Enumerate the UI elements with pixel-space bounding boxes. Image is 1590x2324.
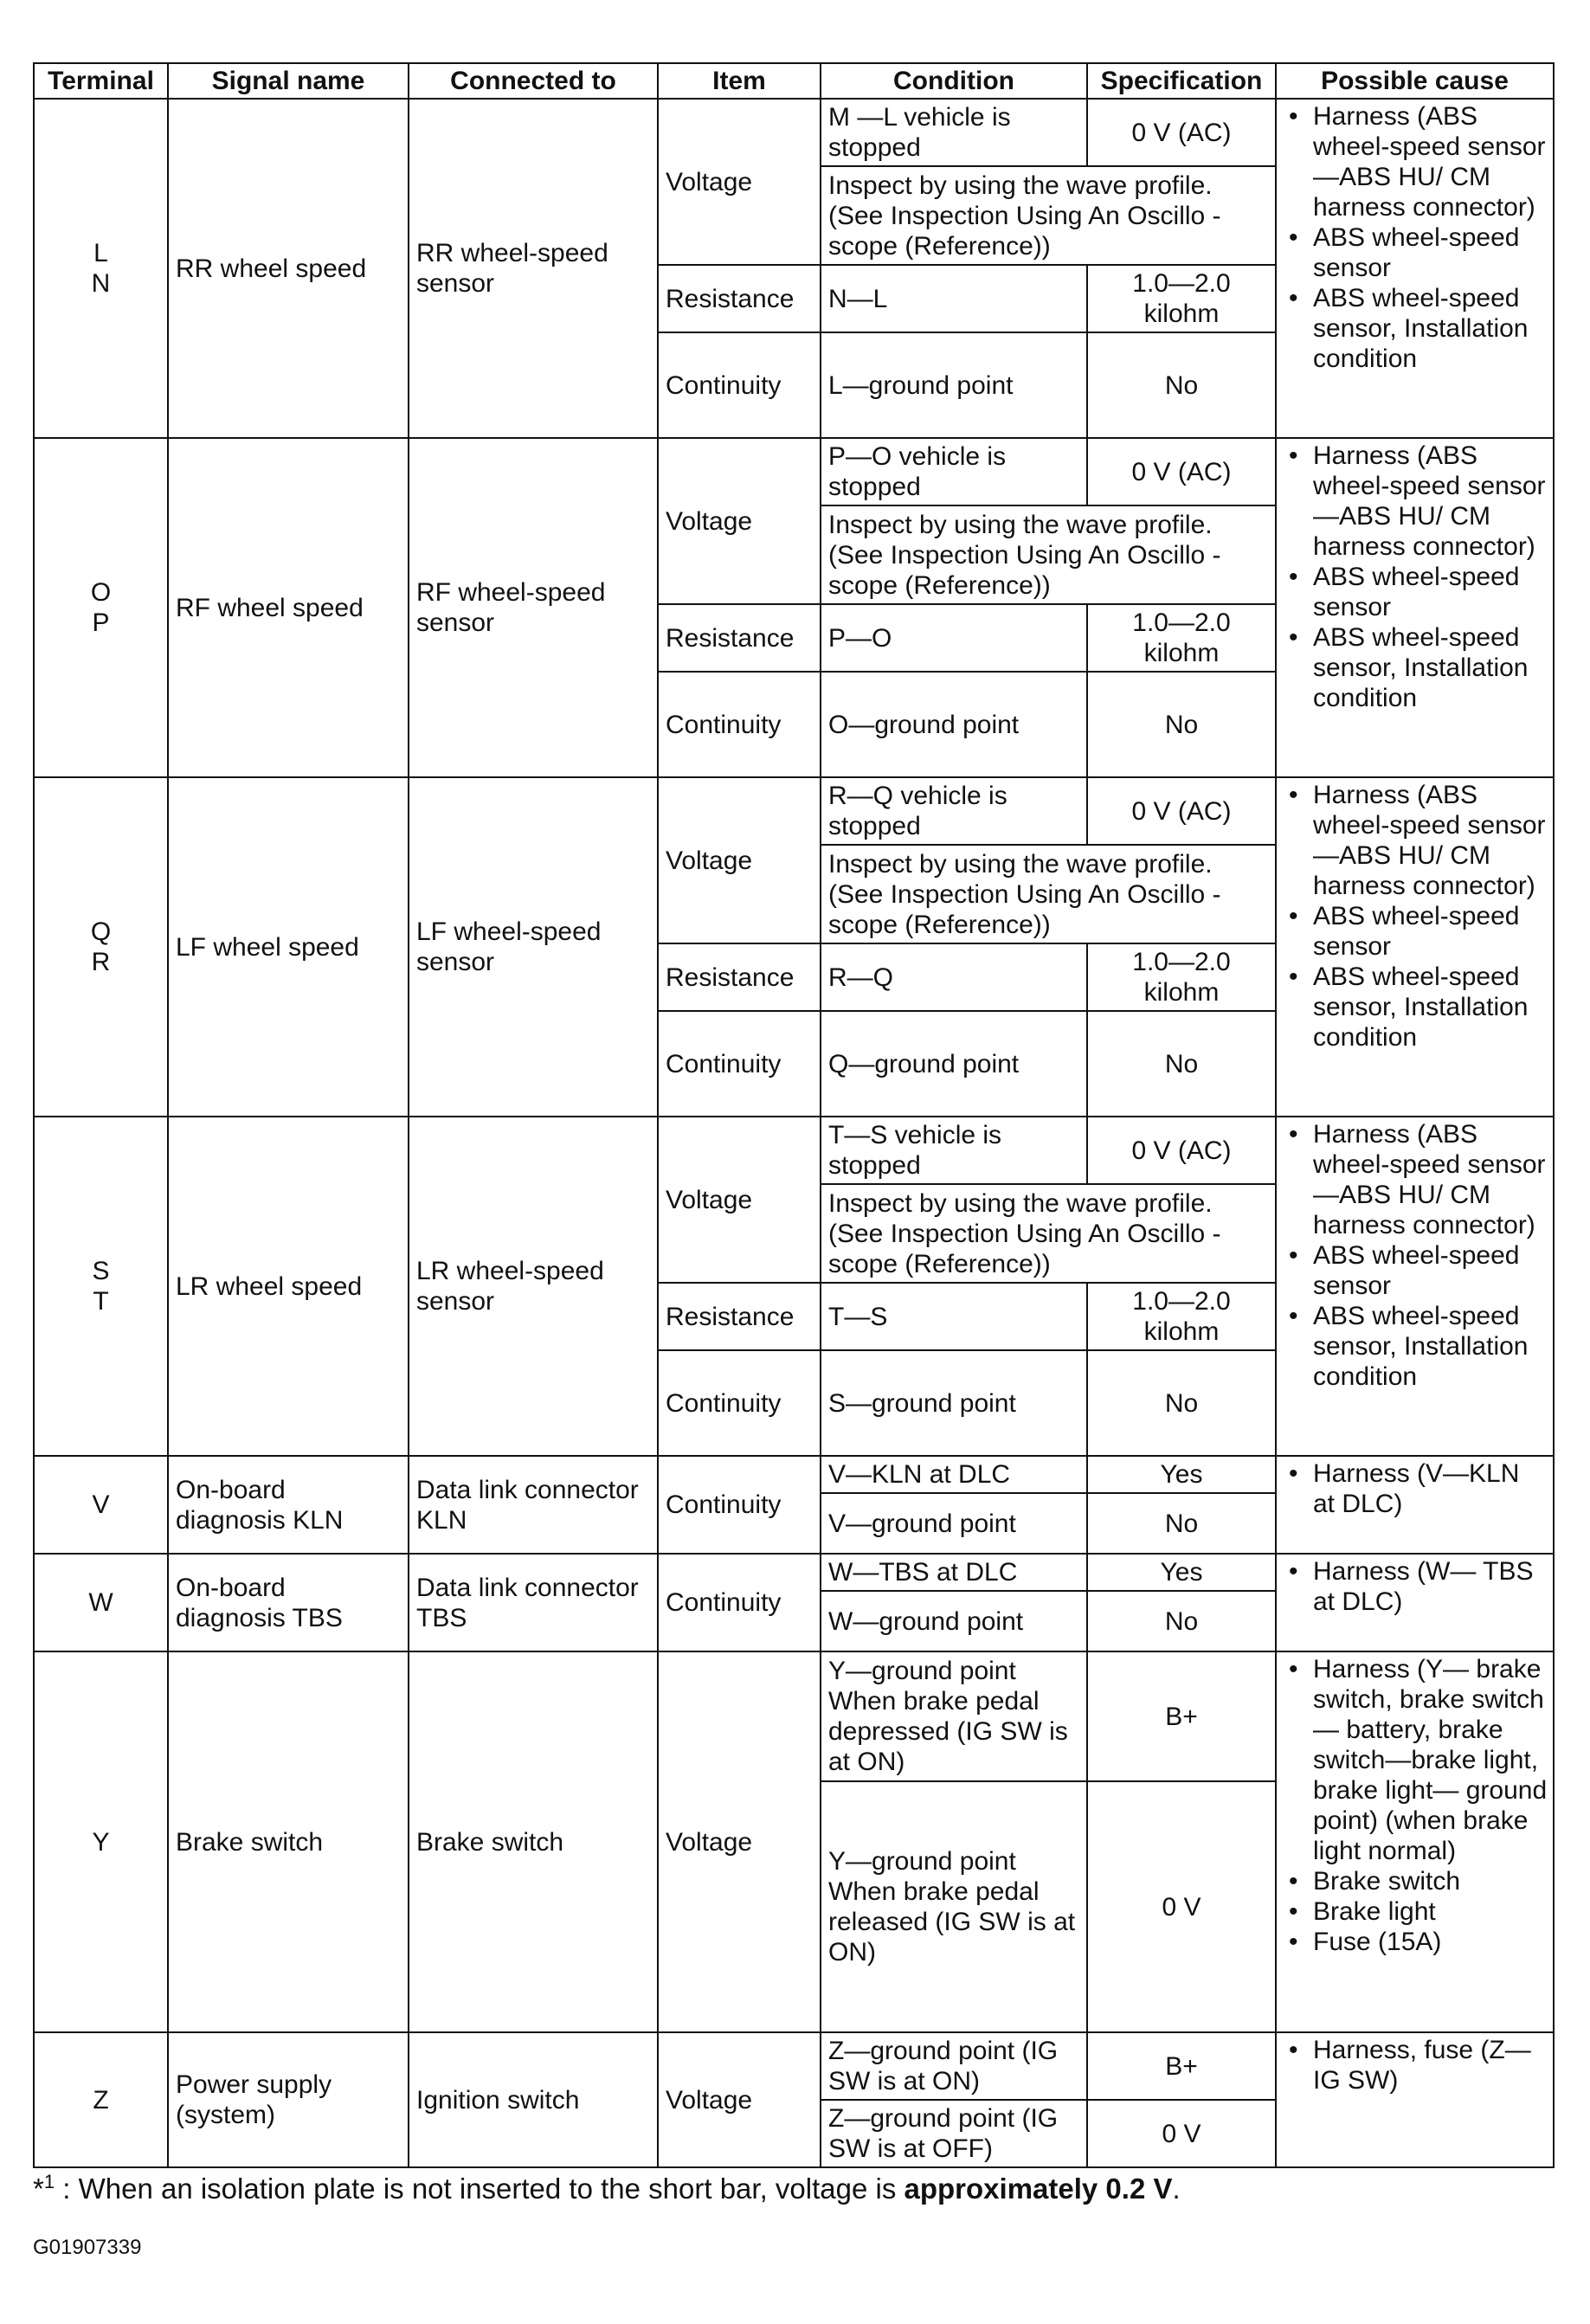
possible-cause-item: • ABS wheel-speed sensor, Installation condition — [1280, 283, 1548, 374]
footnote-marker: * — [33, 2173, 44, 2205]
condition-cell: S—ground point — [821, 1350, 1087, 1456]
figure-id: G01907339 — [33, 2236, 142, 2259]
table-header-row — [34, 63, 1554, 99]
connected-to-cell: RR wheel-speed sensor — [409, 99, 658, 438]
table-row — [34, 438, 1554, 505]
specification-cell: 0 V (AC) — [1087, 99, 1276, 166]
condition-cell: T—S — [821, 1283, 1087, 1350]
connected-to-cell: Ignition switch — [409, 2032, 658, 2167]
possible-cause-cell — [1276, 2032, 1554, 2167]
connected-to-cell: RF wheel-speed sensor — [409, 438, 658, 777]
specification-cell: 1.0—2.0 kilohm — [1087, 265, 1276, 332]
possible-cause-item: • ABS wheel-speed sensor, Installation condition — [1280, 622, 1548, 713]
possible-cause-item: • Harness (Y— brake switch, brake switch— battery, brake switch—brake light, brake light— ground point) (when brake light normal) — [1280, 1654, 1548, 1866]
condition-cell: R—Q — [821, 943, 1087, 1011]
signal-name-cell: On-board diagnosis TBS — [168, 1554, 409, 1651]
terminal-cell: V — [34, 1456, 168, 1554]
specification-cell: No — [1087, 332, 1276, 438]
header-condition: Condition — [821, 63, 1087, 99]
possible-cause-item: • Fuse (15A) — [1280, 1927, 1548, 1957]
footnote-marker-number: 1 — [43, 2171, 55, 2192]
possible-cause-item: • ABS wheel-speed sensor — [1280, 1240, 1548, 1301]
possible-cause-item: • ABS wheel-speed sensor — [1280, 562, 1548, 622]
possible-cause-cell — [1276, 777, 1554, 1117]
wave-profile-note-cell: Inspect by using the wave profile. (See Inspection Using An Oscillo - scope (Reference)) — [821, 845, 1276, 943]
possible-cause-cell — [1276, 438, 1554, 777]
condition-cell: N—L — [821, 265, 1087, 332]
inspection-table-sheet — [33, 62, 1553, 2168]
table-body — [34, 99, 1554, 2167]
condition-cell: W—ground point — [821, 1591, 1087, 1651]
header-item: Item — [658, 63, 821, 99]
item-cell: Resistance — [658, 1283, 821, 1350]
item-cell: Continuity — [658, 332, 821, 438]
terminal-cell: Y — [34, 1651, 168, 2032]
possible-cause-list — [1280, 2035, 1548, 2095]
item-cell: Continuity — [658, 1456, 821, 1554]
possible-cause-item: • ABS wheel-speed sensor, Installation condition — [1280, 962, 1548, 1053]
connected-to-cell: Data link connector KLN — [409, 1456, 658, 1554]
connected-to-cell: LR wheel-speed sensor — [409, 1117, 658, 1456]
item-cell: Voltage — [658, 2032, 821, 2167]
header-specification: Specification — [1087, 63, 1276, 99]
specification-cell: 1.0—2.0 kilohm — [1087, 1283, 1276, 1350]
signal-name-cell: Brake switch — [168, 1651, 409, 2032]
specification-cell: 0 V — [1087, 2100, 1276, 2167]
item-cell: Resistance — [658, 943, 821, 1011]
item-cell: Voltage — [658, 99, 821, 265]
footnote-bold-value: approximately 0.2 V — [904, 2173, 1173, 2205]
possible-cause-item: • ABS wheel-speed sensor — [1280, 901, 1548, 962]
possible-cause-cell — [1276, 1651, 1554, 2032]
terminal-cell: Q R — [34, 777, 168, 1117]
table-row — [34, 1651, 1554, 1781]
specification-cell: Yes — [1087, 1554, 1276, 1591]
item-cell: Voltage — [658, 1651, 821, 2032]
condition-cell: W—TBS at DLC — [821, 1554, 1087, 1591]
specification-cell: No — [1087, 1591, 1276, 1651]
header-terminal: Terminal — [34, 63, 168, 99]
connected-to-cell: Data link connector TBS — [409, 1554, 658, 1651]
item-cell: Voltage — [658, 1117, 821, 1283]
terminal-cell: Z — [34, 2032, 168, 2167]
specification-cell: 0 V (AC) — [1087, 1117, 1276, 1184]
item-cell: Continuity — [658, 1554, 821, 1651]
condition-cell: P—O — [821, 604, 1087, 672]
possible-cause-list — [1280, 1458, 1548, 1519]
signal-name-cell: LR wheel speed — [168, 1117, 409, 1456]
condition-cell: Z—ground point (IG SW is at OFF) — [821, 2100, 1087, 2167]
condition-cell: M —L vehicle is stopped — [821, 99, 1087, 166]
table-row — [34, 1117, 1554, 1184]
wave-profile-note-cell: Inspect by using the wave profile. (See Inspection Using An Oscillo - scope (Reference)) — [821, 1184, 1276, 1283]
wave-profile-note-cell: Inspect by using the wave profile. (See Inspection Using An Oscillo - scope (Reference)) — [821, 166, 1276, 265]
possible-cause-list — [1280, 1556, 1548, 1617]
possible-cause-item: • Brake light — [1280, 1896, 1548, 1927]
condition-cell: P—O vehicle is stopped — [821, 438, 1087, 505]
possible-cause-item: • ABS wheel-speed sensor — [1280, 222, 1548, 283]
signal-name-cell: Power supply (system) — [168, 2032, 409, 2167]
item-cell: Continuity — [658, 1011, 821, 1117]
possible-cause-cell — [1276, 1117, 1554, 1456]
condition-cell: Z—ground point (IG SW is at ON) — [821, 2032, 1087, 2100]
connected-to-cell: LF wheel-speed sensor — [409, 777, 658, 1117]
condition-cell: V—ground point — [821, 1493, 1087, 1554]
possible-cause-list — [1280, 780, 1548, 1053]
terminal-cell: L N — [34, 99, 168, 438]
possible-cause-item: • ABS wheel-speed sensor, Installation condition — [1280, 1301, 1548, 1392]
wave-profile-note-cell: Inspect by using the wave profile. (See Inspection Using An Oscillo - scope (Reference)) — [821, 505, 1276, 604]
possible-cause-list — [1280, 441, 1548, 713]
possible-cause-cell — [1276, 1554, 1554, 1651]
possible-cause-cell — [1276, 99, 1554, 438]
specification-cell: No — [1087, 1350, 1276, 1456]
possible-cause-item: • Harness (ABS wheel-speed sensor—ABS HU/ CM harness connector) — [1280, 1119, 1548, 1240]
specification-cell: No — [1087, 672, 1276, 777]
footnote — [33, 2173, 1181, 2205]
table-row — [34, 1456, 1554, 1493]
possible-cause-cell — [1276, 1456, 1554, 1554]
condition-cell: V—KLN at DLC — [821, 1456, 1087, 1493]
specification-cell: 1.0—2.0 kilohm — [1087, 604, 1276, 672]
header-connected-to: Connected to — [409, 63, 658, 99]
specification-cell: 0 V — [1087, 1781, 1276, 2032]
specification-cell: Yes — [1087, 1456, 1276, 1493]
possible-cause-item: • Harness (ABS wheel-speed sensor—ABS HU/ CM harness connector) — [1280, 780, 1548, 901]
signal-name-cell: RR wheel speed — [168, 99, 409, 438]
possible-cause-list — [1280, 101, 1548, 374]
condition-cell: Q—ground point — [821, 1011, 1087, 1117]
specification-cell: No — [1087, 1493, 1276, 1554]
specification-cell: 1.0—2.0 kilohm — [1087, 943, 1276, 1011]
header-signal-name: Signal name — [168, 63, 409, 99]
condition-cell: L—ground point — [821, 332, 1087, 438]
condition-cell: R—Q vehicle is stopped — [821, 777, 1087, 845]
specification-cell: B+ — [1087, 1651, 1276, 1781]
footnote-end: . — [1172, 2173, 1181, 2205]
signal-name-cell: LF wheel speed — [168, 777, 409, 1117]
specification-cell: 0 V (AC) — [1087, 438, 1276, 505]
specification-cell: No — [1087, 1011, 1276, 1117]
condition-cell: T—S vehicle is stopped — [821, 1117, 1087, 1184]
condition-cell: O—ground point — [821, 672, 1087, 777]
table-row — [34, 777, 1554, 845]
header-possible-cause: Possible cause — [1276, 63, 1554, 99]
signal-name-cell: On-board diagnosis KLN — [168, 1456, 409, 1554]
connected-to-cell: Brake switch — [409, 1651, 658, 2032]
possible-cause-list — [1280, 1119, 1548, 1392]
specification-cell: B+ — [1087, 2032, 1276, 2100]
terminal-cell: S T — [34, 1117, 168, 1456]
possible-cause-item: • Harness (ABS wheel-speed sensor—ABS HU/ CM harness connector) — [1280, 441, 1548, 562]
signal-name-cell: RF wheel speed — [168, 438, 409, 777]
terminal-cell: W — [34, 1554, 168, 1651]
possible-cause-item: • Harness, fuse (Z—IG SW) — [1280, 2035, 1548, 2095]
terminal-cell: O P — [34, 438, 168, 777]
item-cell: Resistance — [658, 265, 821, 332]
item-cell: Resistance — [658, 604, 821, 672]
possible-cause-list — [1280, 1654, 1548, 1957]
condition-cell: Y—ground point When brake pedal released (IG SW is at ON) — [821, 1781, 1087, 2032]
table-row — [34, 2032, 1554, 2100]
table-row — [34, 1554, 1554, 1591]
possible-cause-item: • Harness (V—KLN at DLC) — [1280, 1458, 1548, 1519]
footnote-text: : When an isolation plate is not inserted to the short bar, voltage is — [55, 2173, 904, 2205]
terminal-inspection-table — [33, 62, 1555, 2168]
item-cell: Voltage — [658, 438, 821, 604]
item-cell: Continuity — [658, 1350, 821, 1456]
item-cell: Continuity — [658, 672, 821, 777]
specification-cell: 0 V (AC) — [1087, 777, 1276, 845]
item-cell: Voltage — [658, 777, 821, 943]
possible-cause-item: • Brake switch — [1280, 1866, 1548, 1896]
possible-cause-item: • Harness (W— TBS at DLC) — [1280, 1556, 1548, 1617]
condition-cell: Y—ground point When brake pedal depressed (IG SW is at ON) — [821, 1651, 1087, 1781]
table-row — [34, 99, 1554, 166]
possible-cause-item: • Harness (ABS wheel-speed sensor—ABS HU/ CM harness connector) — [1280, 101, 1548, 222]
